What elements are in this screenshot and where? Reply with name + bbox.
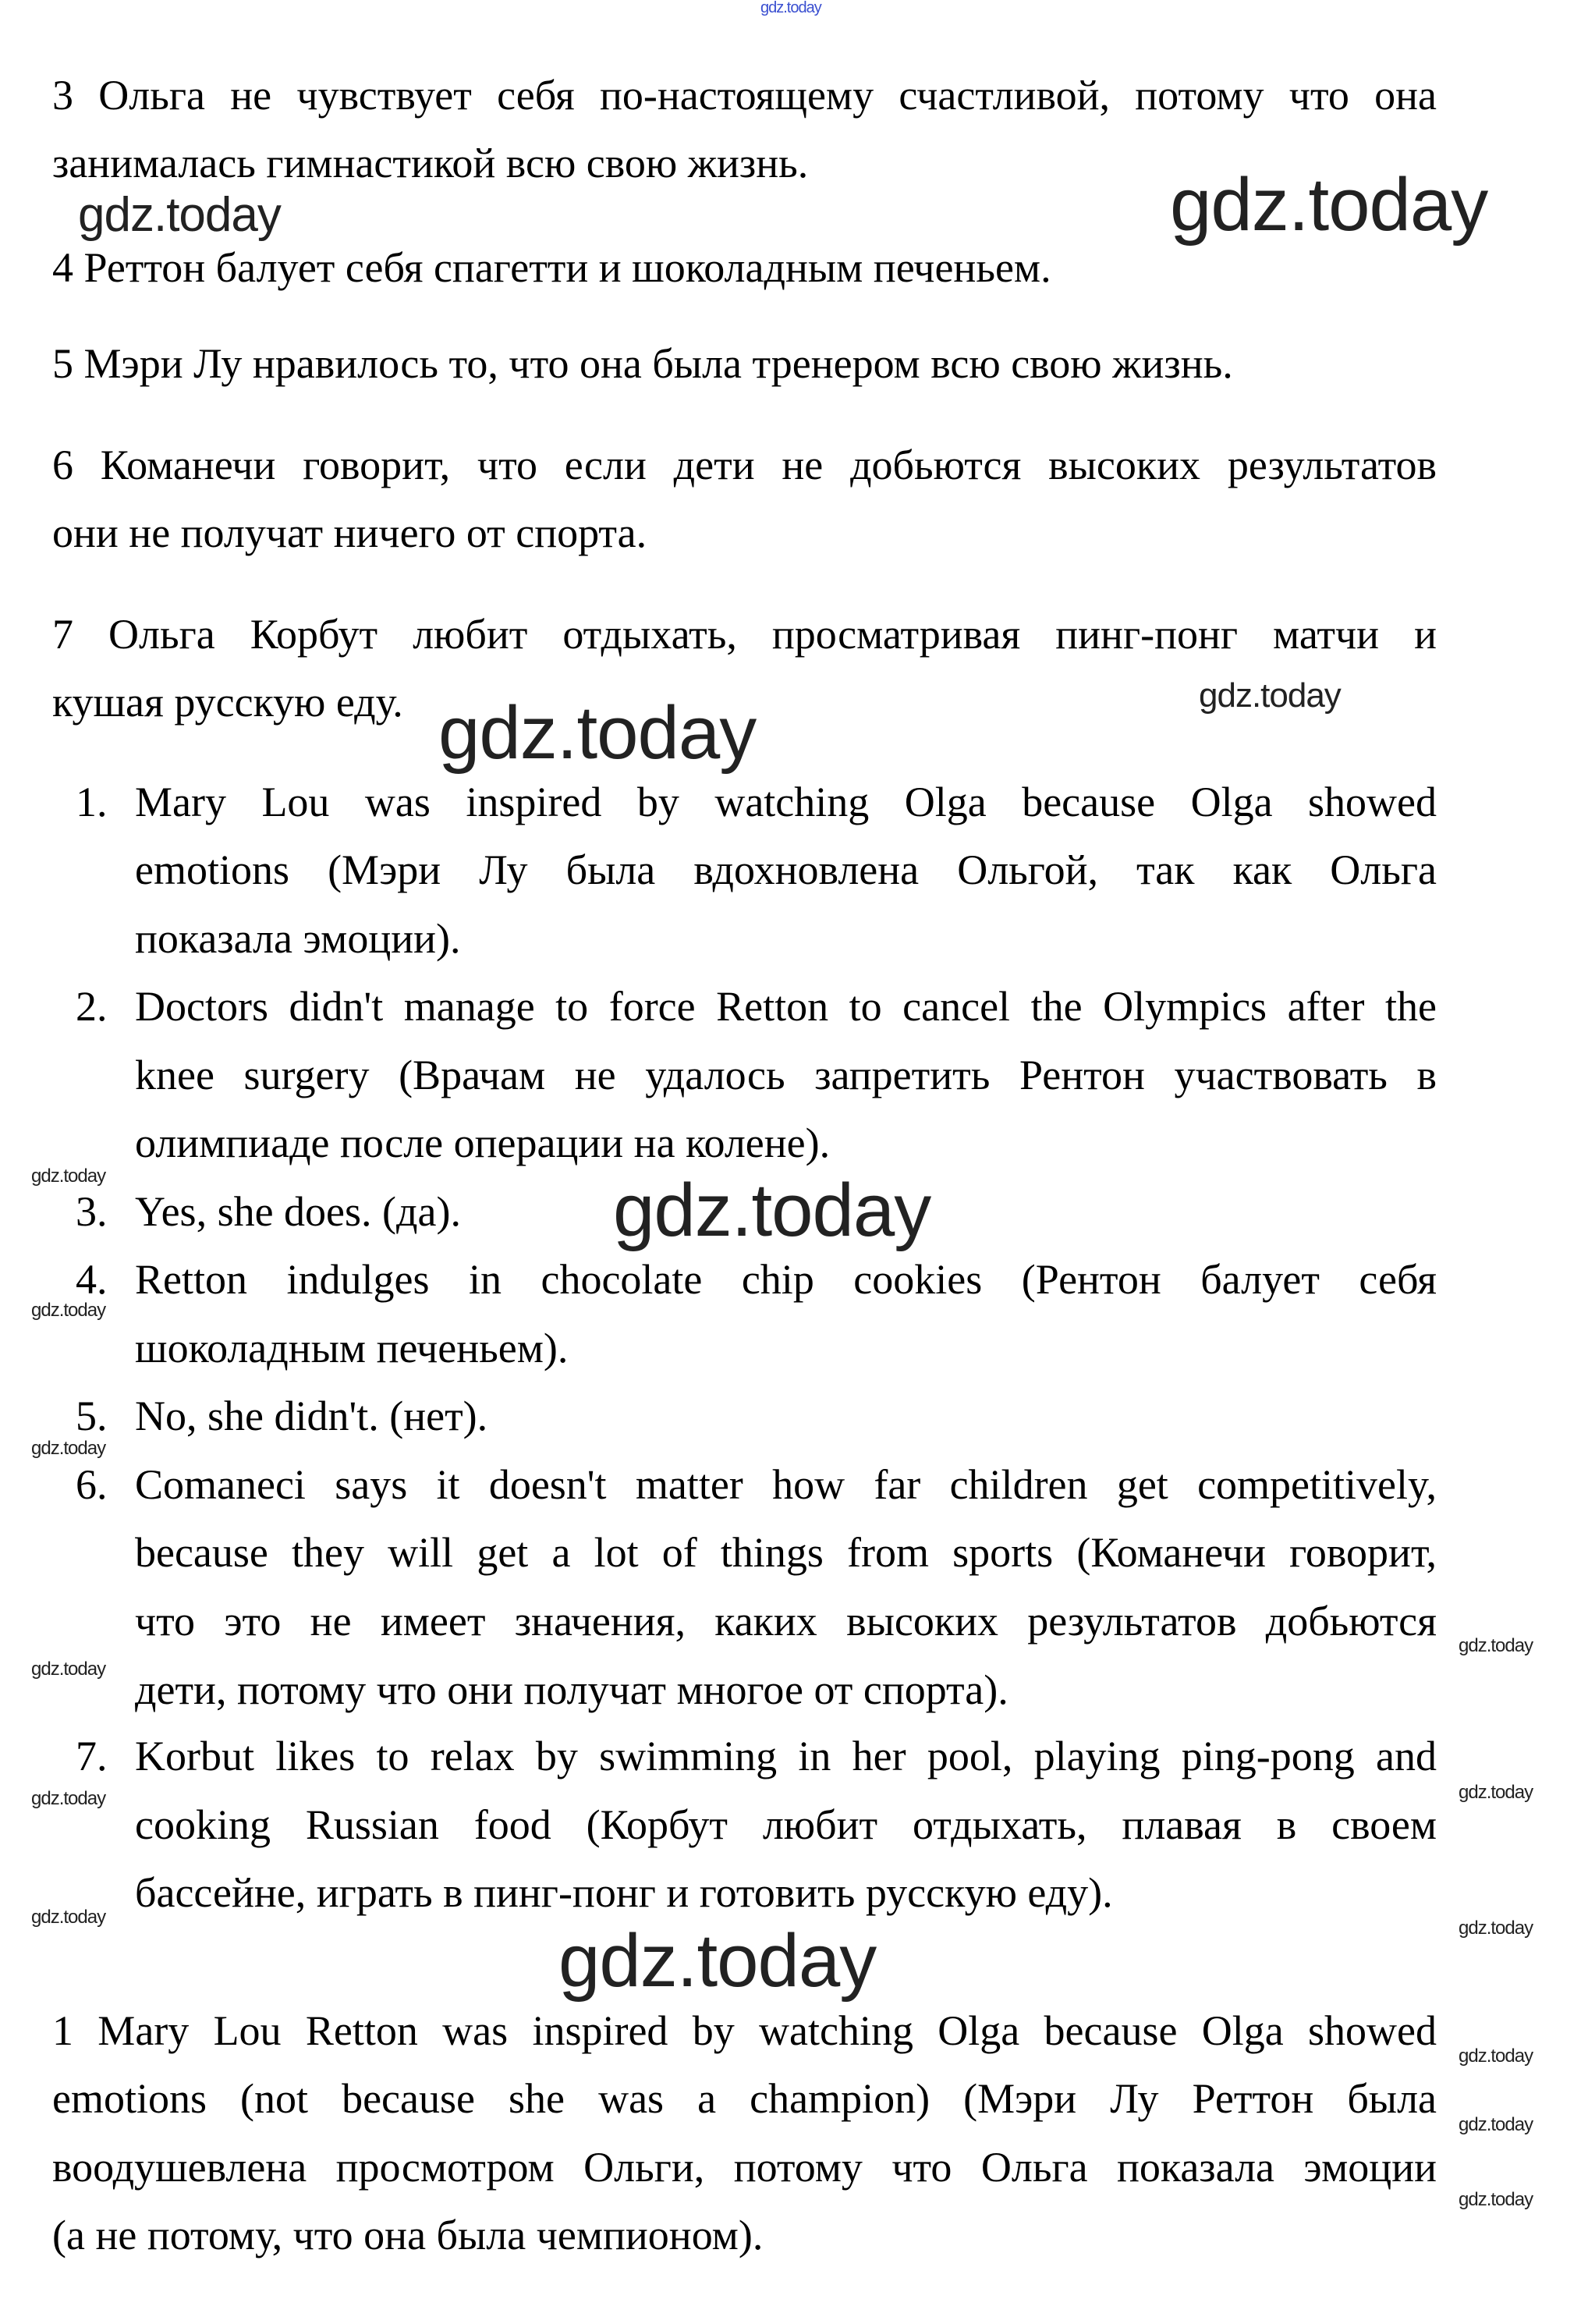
watermark: gdz.today [1459,1635,1533,1656]
watermark: gdz.today [1199,676,1341,715]
watermark: gdz.today [31,1300,106,1321]
paragraph-line: 6 Команечи говорит, что если дети не добьются высоких результатов [52,442,1437,488]
list-number: 3. [76,1188,108,1235]
paragraph-line: 4 Реттон балует себя спагетти и шоколадным печеньем. [52,244,1051,291]
list-item-line: шоколадным печеньем). [135,1325,569,1371]
paragraph-line: 5 Мэри Лу нравилось то, что она была тренером всю свою жизнь. [52,340,1233,387]
list-item-line: что это не имеет значения, каких высоких результатов добьются [135,1598,1437,1645]
list-item-line: knee surgery (Врачам не удалось запретить Рентон участвовать в [135,1052,1437,1098]
list-item-line: показала эмоции). [135,915,461,962]
list-item-line: No, she didn't. (нет). [135,1393,488,1439]
list-item-line: Retton indulges in chocolate chip cookies (Рентон балует себя [135,1256,1437,1303]
paragraph-line: emotions (not because she was a champion) (Мэри Лу Реттон была [52,2075,1437,2122]
paragraph-line: 7 Ольга Корбут любит отдыхать, просматривая пинг-понг матчи и [52,611,1437,658]
paragraph-line: 1 Mary Lou Retton was inspired by watching Olga because Olga showed [52,2007,1437,2054]
watermark: gdz.today [1459,1918,1533,1939]
list-item-line: Doctors didn't manage to force Retton to cancel the Olympics after the [135,983,1437,1030]
watermark: gdz.today [31,1907,106,1928]
watermark: gdz.today [613,1169,931,1252]
paragraph-line: занималась гимнастикой всю свою жизнь. [52,140,809,186]
watermark: gdz.today [1459,2045,1533,2067]
paragraph-line: (а не потому, что она была чемпионом). [52,2212,764,2258]
paragraph-line: они не получат ничего от спорта. [52,509,647,556]
watermark: gdz.today [31,1438,106,1459]
watermark: gdz.today [1459,2189,1533,2210]
list-item-line: Comaneci says it doesn't matter how far children get competitively, [135,1461,1437,1508]
list-number: 1. [76,779,108,825]
list-item-line: бассейне, играть в пинг-понг и готовить русскую еду). [135,1869,1113,1916]
paragraph-line: воодушевлена просмотром Ольги, потому что Ольга показала эмоции [52,2144,1437,2191]
paragraph-line: 3 Ольга не чувствует себя по-настоящему счастливой, потому что она [52,72,1437,119]
list-item-line: олимпиаде после операции на колене). [135,1119,831,1166]
watermark: gdz.today [1459,2114,1533,2135]
watermark: gdz.today [760,0,821,16]
watermark: gdz.today [1170,163,1488,247]
list-item-line: Yes, she does. (да). [135,1188,461,1235]
watermark: gdz.today [1459,1782,1533,1803]
watermark: gdz.today [31,1788,106,1809]
paragraph-line: кушая русскую еду. [52,679,403,726]
watermark: gdz.today [78,188,281,242]
list-item-line: because they will get a lot of things from sports (Команечи говорит, [135,1529,1437,1576]
list-item-line: emotions (Мэри Лу была вдохновлена Ольгой, так как Ольга [135,846,1437,893]
list-item-line: cooking Russian food (Корбут любит отдыхать, плавая в своем [135,1801,1437,1848]
watermark: gdz.today [558,1919,877,2003]
list-item-line: Korbut likes to relax by swimming in her pool, playing ping-pong and [135,1733,1437,1779]
list-number: 4. [76,1256,108,1303]
list-item-line: Mary Lou was inspired by watching Olga because Olga showed [135,779,1437,825]
list-number: 6. [76,1461,108,1508]
list-number: 7. [76,1733,108,1779]
list-item-line: дети, потому что они получат многое от спорта). [135,1666,1008,1713]
watermark: gdz.today [438,691,757,775]
list-number: 2. [76,983,108,1030]
watermark: gdz.today [31,1659,106,1680]
list-number: 5. [76,1393,108,1439]
watermark: gdz.today [31,1166,106,1187]
